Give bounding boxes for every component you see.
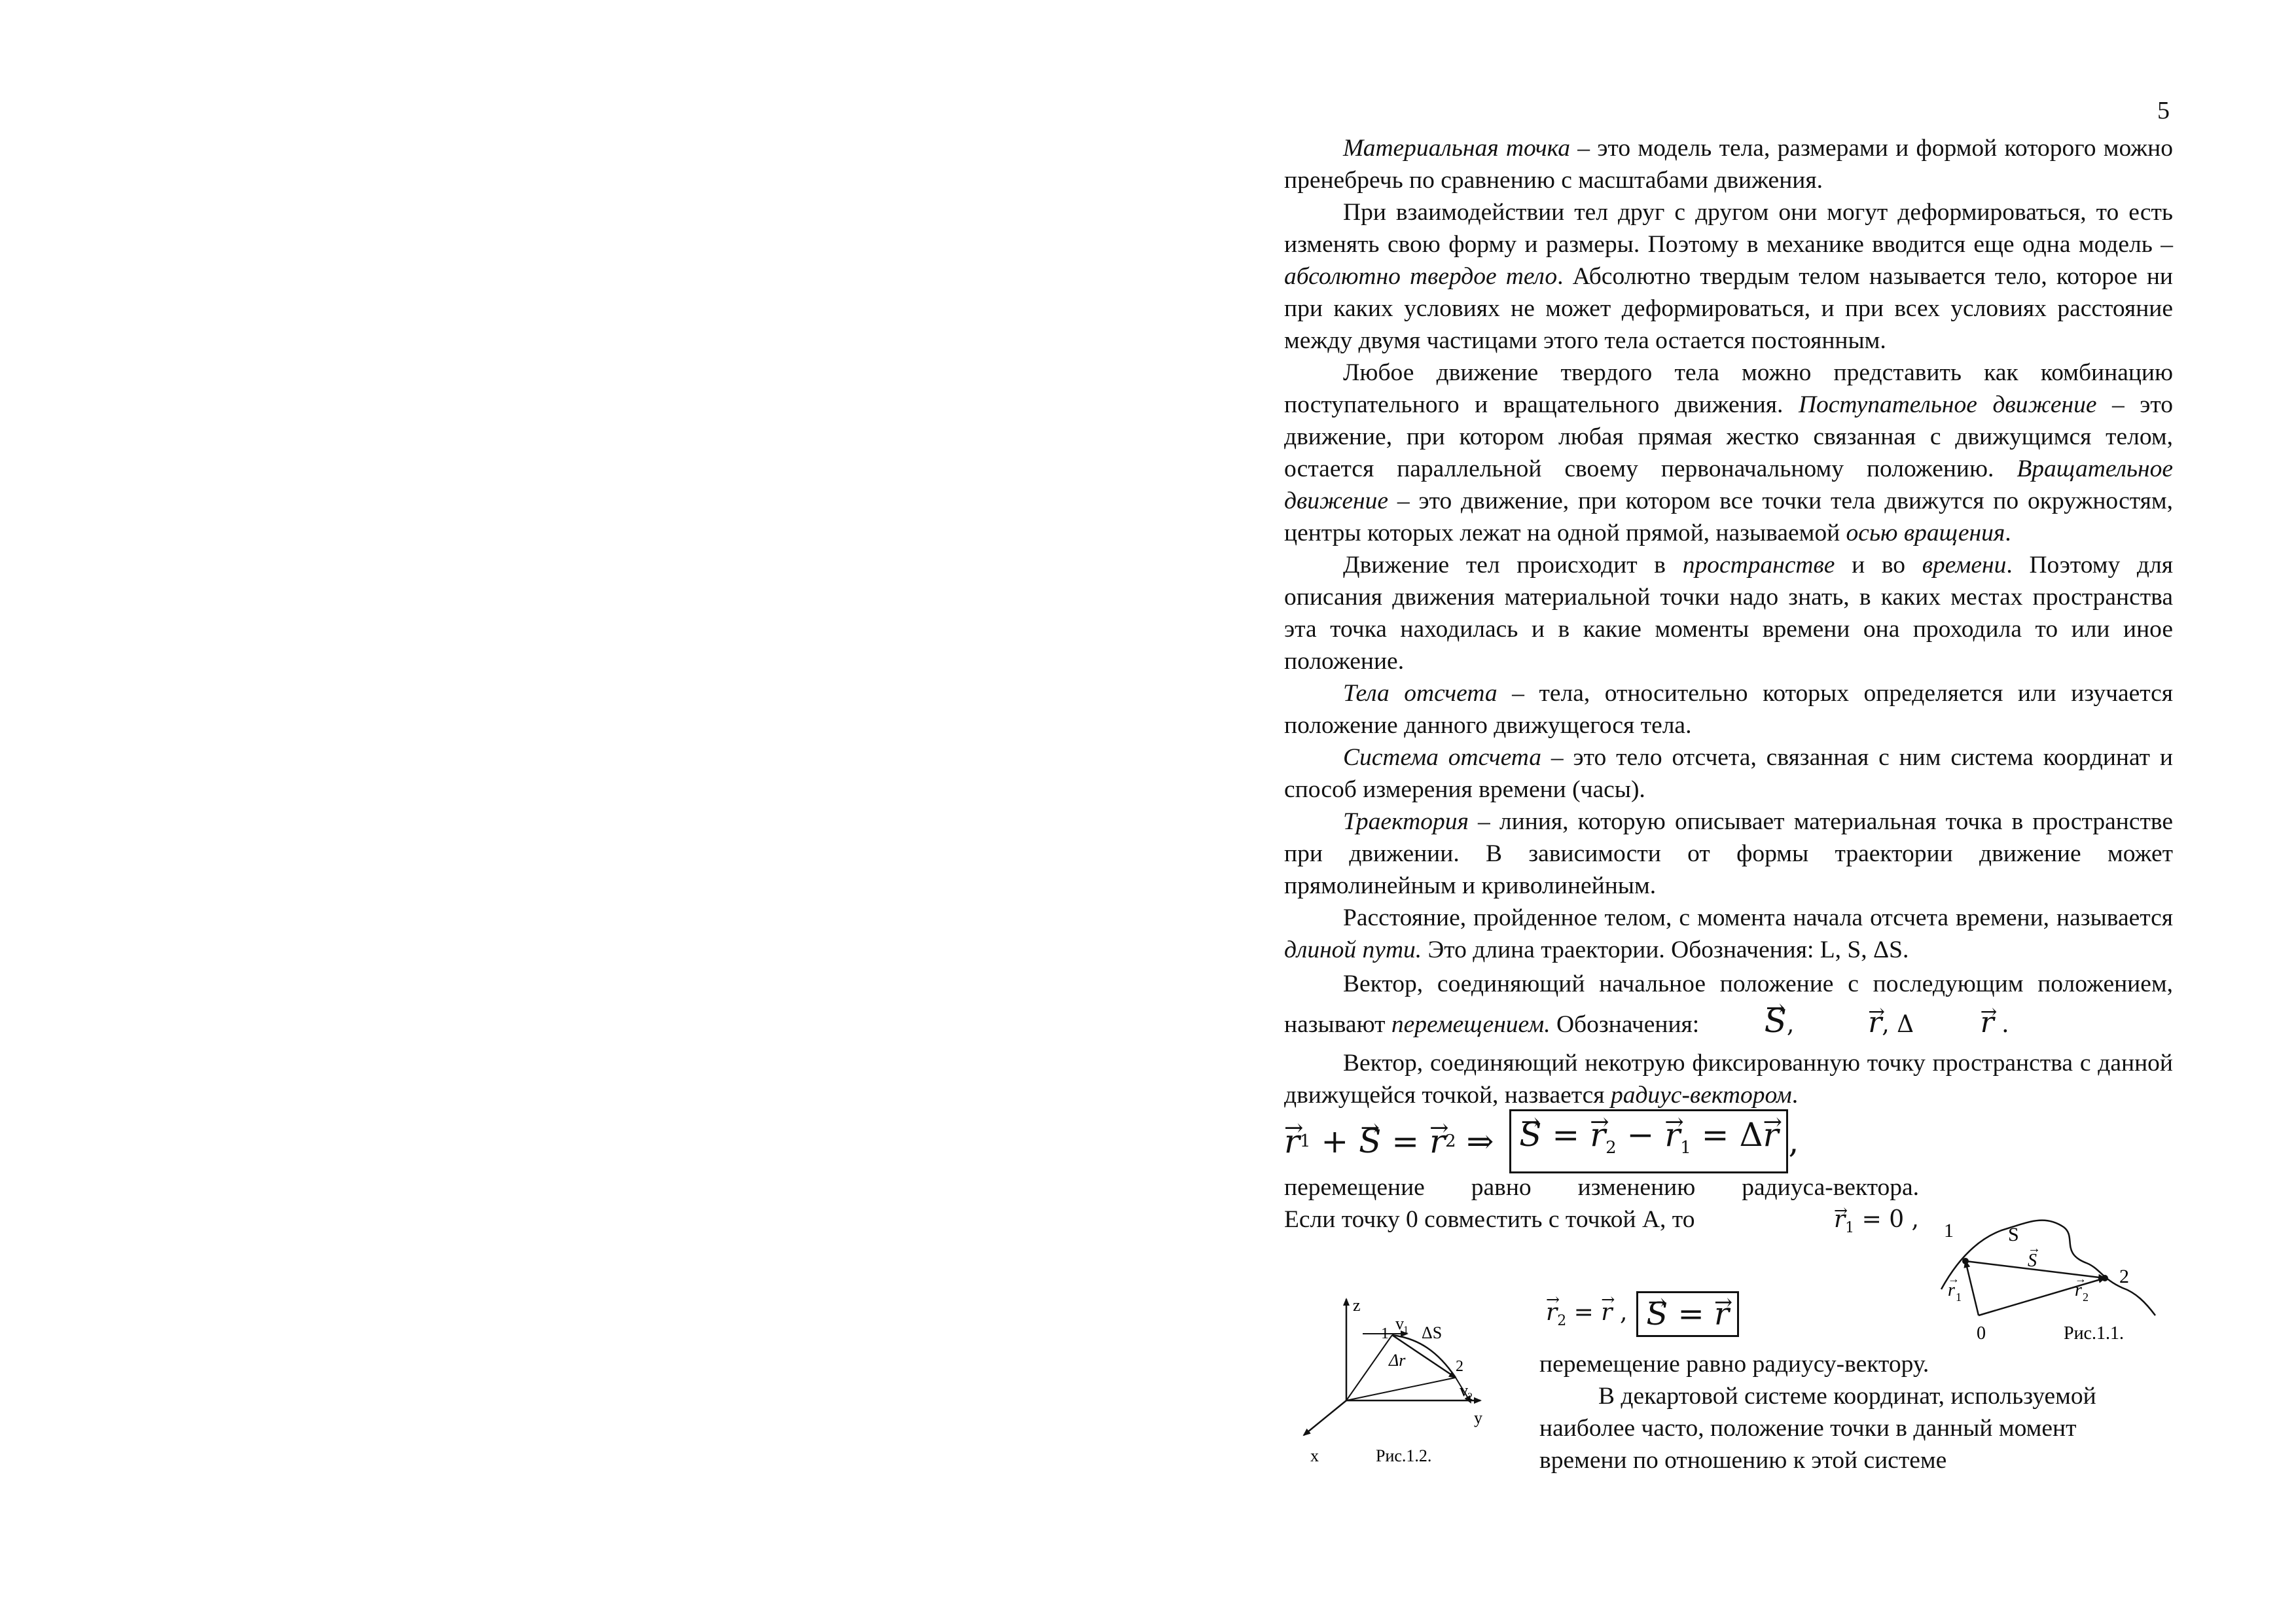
formula-r2 [1546, 1299, 1627, 1329]
point-1 [1962, 1258, 1969, 1264]
vector-r1: → r [1664, 1111, 1680, 1158]
term: Система отсчета [1343, 744, 1542, 771]
paragraph-trajectory [1284, 806, 2173, 902]
vector-r: → r [1809, 1005, 1882, 1041]
label-v1: v [1395, 1314, 1404, 1333]
text: Расстояние, пройденное телом, с момента начала отсчета времени, называется [1343, 904, 2173, 931]
text: = 0 , [1854, 1206, 1919, 1233]
label-point-2: 2 [1456, 1358, 1463, 1375]
label-point-1: 1 [1381, 1325, 1389, 1342]
label-v2: v [1460, 1381, 1468, 1400]
text: При взаимодействии тел друг с другом они могут деформироваться, то есть изменять свою форму и размеры. Поэтому в механике вводится еще одна модель – [1284, 199, 2173, 258]
label-point-1: 1 [1944, 1220, 1954, 1241]
text: . Абсолютно твердым телом называется тело, которое ни при каких условиях не может деформироваться, и при всех условиях расстояние между двумя частицами этого тела остается постоянным. [1284, 263, 2173, 354]
label-x: x [1310, 1446, 1319, 1465]
operator: − [1616, 1116, 1665, 1154]
vector-s: → S [1706, 1003, 1787, 1039]
vector-r: → r [1763, 1111, 1779, 1158]
text-line: наиболее часто, положение точки в данный момент [1539, 1415, 2077, 1442]
vector-r: → r [1714, 1293, 1729, 1335]
vector-r1: → r [1284, 1126, 1300, 1158]
text-line: перемещение равно изменению радиуса-вектора. [1284, 1174, 1919, 1201]
text-line [1284, 1204, 1919, 1244]
term: осью вращения [1846, 520, 2005, 546]
operator: = [1541, 1116, 1590, 1154]
text: . [1791, 1082, 1799, 1109]
text-line: В декартовой системе координат, используемой [1598, 1383, 2096, 1410]
figure-caption: Рис.1.2. [1376, 1446, 1432, 1465]
figure-caption: Рис.1.1. [2064, 1323, 2124, 1344]
term: Поступательное движение [1798, 391, 2097, 418]
vector-r: → r [1601, 1299, 1612, 1326]
paragraph-motion-types [1284, 357, 2173, 549]
label-y: y [1474, 1408, 1482, 1427]
paragraph-space-time [1284, 549, 2173, 677]
label-r2: r [2075, 1280, 2082, 1300]
label-r1-subscript: 1 [1956, 1291, 1962, 1304]
subscript: 2 [1605, 1138, 1617, 1158]
text: Если точку 0 совместить с точкой А, то [1284, 1206, 1695, 1233]
term: длиной пути. [1284, 936, 1422, 963]
formula-displacement [1284, 1111, 2173, 1171]
text: Вектор, соединяющий некотрую фиксированную точку пространства с данной движущейся точкой, назвается [1284, 1050, 2173, 1109]
paragraph-displacement-change [1284, 1171, 1919, 1244]
point-2 [2102, 1275, 2108, 1281]
label-r1: r [1948, 1280, 1955, 1300]
text-line: перемещение равно радиусу-вектору. [1539, 1351, 1929, 1378]
operator: = [1566, 1298, 1602, 1326]
vector-s: → S [1646, 1293, 1668, 1335]
vector-r1: → r [1834, 1204, 1845, 1236]
vector-r2: → r [1590, 1111, 1605, 1158]
text: Вектор, соединяющий начальное положение с последующим положением, называют [1284, 971, 2173, 1038]
vector-arrow-glyph: → [1948, 1272, 1960, 1285]
comma: , [1612, 1298, 1628, 1326]
formula-r1-zero [1834, 1204, 1919, 1244]
subscript: 1 [1299, 1131, 1311, 1151]
operator: ⇒ [1456, 1122, 1505, 1160]
label-delta-r: Δr [1389, 1351, 1406, 1370]
text: Любое движение твердого тела можно представить как комбинацию поступательного и вращательного движения. [1284, 359, 2173, 418]
radius-vector-1 [1346, 1335, 1392, 1400]
term: времени [1922, 552, 2007, 579]
vector-s: → S [1359, 1126, 1381, 1158]
label-path-s: S [2008, 1224, 2019, 1245]
operator: = [1668, 1296, 1715, 1332]
text: и во [1835, 552, 1922, 579]
text: – тела, относительно которых определяется или изучается положение данного движущегося тела. [1284, 680, 2173, 739]
text: – это модель тела, размерами и формой которого можно пренебречь по сравнению с масштабами движения. [1284, 135, 2173, 194]
label-r2-subscript: 2 [2083, 1291, 2089, 1304]
operator: = Δ [1691, 1116, 1763, 1154]
text: – это тело отсчета, связанная с ним система координат и способ измерения времени (часы). [1284, 744, 2173, 803]
vector-r2: → r [1546, 1299, 1557, 1326]
figure-1-2 [1284, 1293, 1500, 1476]
subscript: 2 [1445, 1131, 1456, 1151]
comma: , [1786, 1011, 1795, 1038]
comma: , [1788, 1122, 1799, 1160]
paragraph-radius-vector [1284, 1047, 2173, 1111]
boxed-formula [1509, 1109, 1788, 1173]
label-v1-subscript: 1 [1403, 1325, 1408, 1336]
page-number: 5 [2157, 97, 2170, 124]
term: Вращательное движение [1284, 455, 2173, 514]
displacement-notation [1706, 1002, 2009, 1040]
text: . Поэтому для описания движения материальной точки надо знать, в каких местах пространства эта точка находилась и в какие моменты времени она проходила то или иное положение. [1284, 552, 2173, 675]
text-line: времени по отношению к этой системе [1539, 1447, 1947, 1474]
label-v2-subscript: 2 [1467, 1391, 1473, 1402]
radius-vector-2 [1346, 1378, 1456, 1400]
text-column [1284, 132, 2173, 1244]
text: – это движение, при котором любая прямая жестко связанная с движущимся телом, остается параллельной своему первоначальному положению. [1284, 391, 2173, 482]
term: Тела отсчета [1343, 680, 1498, 707]
text: Это длина траектории. Обозначения: L, S, ΔS. [1422, 936, 1909, 963]
vector-r: → r [1922, 1005, 1994, 1041]
paragraph-reference-frame [1284, 741, 2173, 806]
text: Движение тел происходит в [1343, 552, 1683, 579]
delta: , Δ [1882, 1011, 1914, 1038]
period: . [1994, 1011, 2009, 1038]
text: – это движение, при котором все точки тела движутся по окружностям, центры которых лежат на одной прямой, называемой [1284, 488, 2173, 546]
subscript: 2 [1557, 1313, 1567, 1330]
vector-arrow-glyph: → [2075, 1272, 2087, 1285]
label-displacement-s: S [2028, 1251, 2037, 1271]
subscript: 1 [1680, 1138, 1691, 1158]
operator: = [1381, 1122, 1430, 1160]
text: . [2005, 520, 2011, 546]
term: Траектория [1343, 808, 1469, 835]
paragraph-displacement [1284, 966, 2173, 1043]
term: абсолютно твердое тело [1284, 263, 1558, 290]
boxed-formula-s-equals-r [1636, 1291, 1739, 1337]
operator: + [1310, 1122, 1359, 1160]
vector-r2: → r [1429, 1126, 1445, 1158]
subscript: 1 [1845, 1220, 1855, 1237]
text: – линия, которую описывает материальная точка в пространстве при движении. В зависимости от формы траектории движение может прямолинейным и криволинейным. [1284, 808, 2173, 899]
text: Обозначения: [1550, 1011, 1706, 1038]
vector-s: → S [1519, 1111, 1541, 1158]
label-delta-s: ΔS [1422, 1323, 1443, 1342]
bottom-text-block [1539, 1348, 2161, 1476]
label-origin: 0 [1977, 1323, 1986, 1344]
radius-vector-r1 [1965, 1261, 1979, 1315]
paragraph-path-length [1284, 902, 2173, 966]
paragraph-material-point [1284, 132, 2173, 196]
paragraph-reference-bodies [1284, 677, 2173, 741]
term: пространстве [1682, 552, 1835, 579]
vector-arrow-glyph: → [2028, 1241, 2041, 1256]
term: Материальная точка [1343, 135, 1571, 162]
figure-1-1 [1929, 1211, 2178, 1346]
term: радиус-вектором [1610, 1082, 1792, 1109]
label-z: z [1353, 1296, 1361, 1315]
term: перемещением. [1391, 1011, 1551, 1038]
label-point-2: 2 [2119, 1266, 2129, 1287]
axis-x [1304, 1400, 1346, 1435]
paragraph-rigid-body [1284, 196, 2173, 357]
